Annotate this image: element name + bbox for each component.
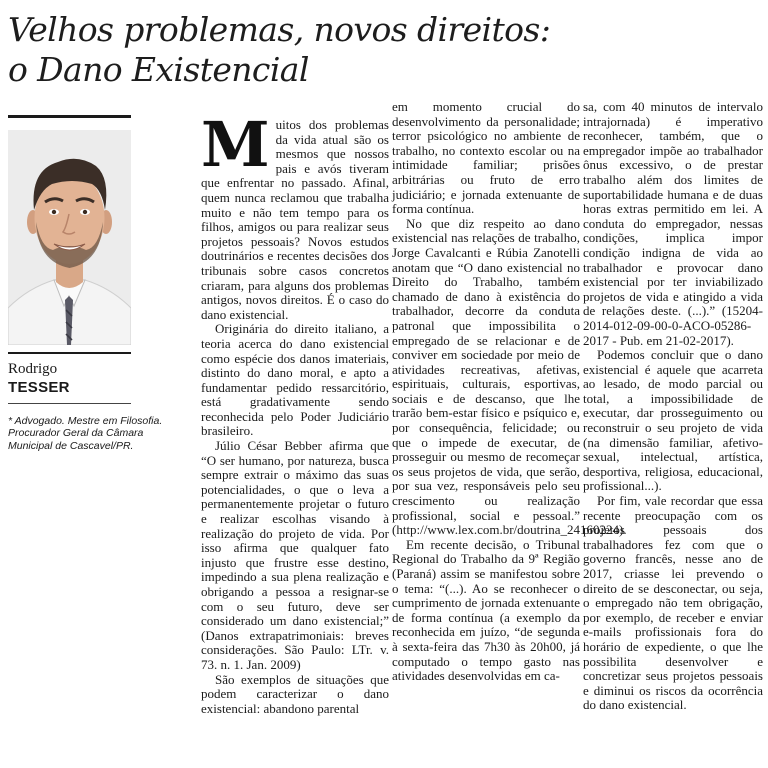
article-column-1 <box>201 108 389 716</box>
article-column-3 <box>583 100 763 713</box>
article-paragraph: sa, com 40 minutos de intervalo intrajornada) é imperativo reconhecer, também, que o empregador impõe ao trabalhador ônus excessivo, o de prestar trabalho além dos limites de suportabilidade humana e de duas horas extras permitido em lei. A conduta do empregador, nessas condições, implica impor condição indigna de vida ao trabalhador e provocar dano existencial por ter inviabilizado projetos de vida e atingido a vida de relações deste. (...).” (15204-2014-012-09-00-0-ACO-05286-2017 - Pub. em 21-02-2017). <box>583 99 763 348</box>
author-photo <box>8 130 131 345</box>
author-portrait-illustration <box>8 130 131 345</box>
divider-bottom <box>8 403 131 404</box>
paragraph-text: uitos dos problemas da vida atual são os mesmos que nossos pais e avós tiveram que enfrentar no passado. Afinal, quem nunca reclamou que trabalha muito e não tem tempo para os filhos, amigos ou para realizar seus projetos pessoais? Novos estudos doutrinários e recentes decisões dos tribunais sobre casos concretos criaram, para alguns dos problemas antigos, novos direitos. É o caso do dano existencial. <box>201 117 389 322</box>
divider-middle <box>8 352 131 354</box>
author-first-name: Rodrigo <box>8 361 58 377</box>
article-paragraph: Em recente decisão, o Tribunal Regional do Trabalho da 9ª Região (Paraná) assim se manifestou sobre o tema: “(...). Ao se reconhecer o cumprimento de jornada extenuante de forma contínua (a exemplo da reconhecida em juízo, “de segunda à sexta-feira das 7h30 às 20h00, já computado o tempo gasto nas atividades desenvolvidas em ca- <box>392 536 580 684</box>
article-paragraph: Originária do direito italiano, a teoria acerca do dano existencial como espécie dos danos imateriais, distinto do dano moral, e apto a fundamentar pedido ressarcitório, está gradativamente sendo reconhecida pelo Poder Judiciário brasileiro. <box>201 321 389 439</box>
article-paragraph: Podemos concluir que o dano existencial é aquele que acarreta ao lesado, de modo parcial ou total, a impossibilidade de executar, dar prosseguimento ou reconstruir o seu projeto de vida (na dimensão familiar, afetivo-sexual, intelectual, artística, desportiva, religiosa, educacional, profissional...). <box>583 347 763 494</box>
article-column-2 <box>392 99 627 684</box>
divider-top <box>8 115 131 118</box>
headline-line-2: o Dano Existencial <box>8 50 309 89</box>
drop-cap: M <box>201 108 270 181</box>
article-paragraph: No que diz respeito ao dano existencial nas relações de trabalho, Jorge Cavalcanti e Rúbia Zanotelli anotam que “O dano existencial no Direito do Trabalho, também chamado de dano à existência do trabalhador, decorre da conduta patronal que impossibilita o empregado de se relacionar e de conviver em sociedade por meio de atividades recreativas, afetivas, espirituais, culturais, esportivas, sociais e de descanso, que lhe trarão bem-estar físico e psíquico e, por consequência, felicidade; ou que o impede de executar, de prosseguir ou mesmo de recomeçar os seus projetos de vida, que serão, por sua vez, responsáveis pelo seu crescimento ou realização profissional, social e pessoal.” (http://www.lex.com.br/doutrina_24160224). <box>392 215 627 538</box>
headline-line-1: Velhos problemas, novos direitos: <box>8 10 551 49</box>
article-paragraph <box>201 108 389 322</box>
article-paragraph: Por fim, vale recordar que essa recente preocupação com os projetos pessoais dos trabalhadores fez com que o governo francês, nesse ano de 2017, criasse lei prevendo o direito de se desconectar, ou seja, o empregado não tem obrigação, por exemplo, de receber e enviar e-mails profissionais fora do horário de expediente, o que lhe possibilita desenvolver e concretizar seus projetos pessoais e diminui os riscos da ocorrência do dano existencial. <box>583 493 763 713</box>
headline <box>8 10 758 90</box>
article-paragraph: em momento crucial do desenvolvimento da personalidade; terror psicológico no ambiente de trabalho, no contexto escolar ou na intimidade familiar; prisões arbitrárias ou fruto de erro judiciário; e jornada extenuante de forma contínua. <box>392 99 580 217</box>
author-last-name: TESSER <box>8 379 70 396</box>
article-paragraph: Júlio César Bebber afirma que “O ser humano, por natureza, busca sempre extrair o máximo das suas potencialidades, o que o leva a permanentemente projetar o futuro e realizar escolhas visando à realização do projeto de vida. Por isso afirma que qualquer fato injusto que frustre esse destino, impedindo a sua plena realização e obrigando a pessoa a resignar-se com o seu futuro, deve ser considerado um dano existencial;” (Danos extrapatrimoniais: breves considerações. São Paulo: LTr. v. 73. n. 1. Jan. 2009) <box>201 438 389 672</box>
article-paragraph: São exemplos de situações que podem caracterizar o dano existencial: abandono parental <box>201 671 389 716</box>
author-bio: * Advogado. Mestre em Filosofia. Procurador Geral da Câmara Municipal de Cascavel/PR. <box>8 415 163 452</box>
